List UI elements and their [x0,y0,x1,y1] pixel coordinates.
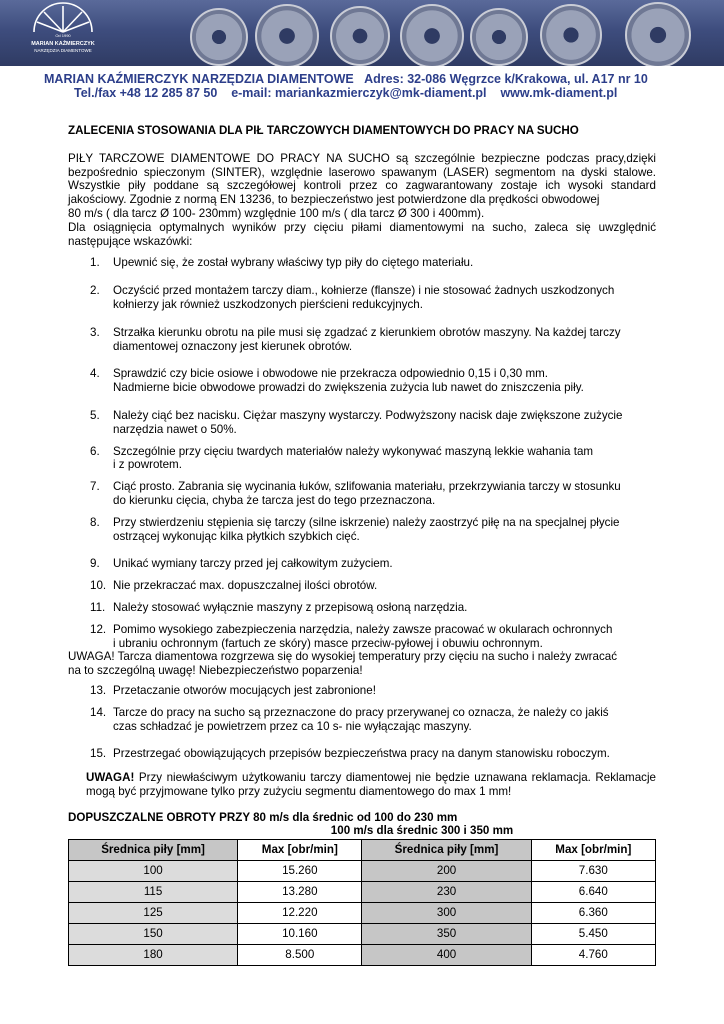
document-title: ZALECENIA STOSOWANIA DLA PIŁ TARCZOWYCH DIAMENTOWYCH DO PRACY NA SUCHO [68,124,579,137]
list-item: 11. Należy stosować wyłącznie maszyny z przepisową osłoną narzędzia. [90,600,468,614]
list-item: 4. Sprawdzić czy bicie osiowe i obwodowe nie przekracza odpowiednio 0,15 i 0,30 mm. Nadmierne bicie obwodowe prowadzi do zwiększenia zużycia lub nawet do zniszczenia piły. [90,367,584,395]
diamond-blade-image [400,4,464,66]
table-row: 100 15.260 200 7.630 [69,861,656,882]
list-item: 6. Szczególnie przy cięciu twardych materiałów należy wykonywać maszyną lekkie wahania tam i z powrotem. [90,444,594,472]
intro-guidance: Dla osiągnięcia optymalnych wyników przy cięciu piłami diamentowymi na sucho, zaleca się uwzględnić następujące wskazówki: [68,220,656,248]
complaint-warning: UWAGA! Przy niewłaściwym użytkowaniu tarczy diamentowej nie będzie uznawana reklamacja. Reklamacje mogą być przyjmowane tylko przy zużyciu segmentu diamentowego do max 1 mm! [86,771,656,798]
list-item: 3. Strzałka kierunku obrotu na pile musi się zgadzać z kierunkiem obrotów maszyny. Na każdej tarczy diamentowej oznaczony jest kierunek obrotów. [90,325,621,353]
contact-header-line [74,86,694,100]
list-item: 1. Upewnić się, że został wybrany właściwy typ piły do ciętego materiału. [90,256,474,270]
diamond-blade-image [190,8,248,66]
recommendations-list [68,256,656,650]
list-item: 8. Przy stwierdzeniu stępienia się tarczy (silne iskrzenie) należy zaostrzyć piłę na na specjalnej płycie ostrzącej wykonując kilka płytkich szybkich cięć. [90,515,620,543]
table-row: 125 12.220 300 6.360 [69,903,656,924]
diamond-blade-image [330,6,390,66]
table-row: 115 13.280 230 6.640 [69,882,656,903]
intro-paragraph: PIŁY TARCZOWE DIAMENTOWE DO PRACY NA SUCHO są szczególnie bezpieczne podczas pracy,dzięki bezpośrednio spieczonym (SINTER), względnie laserowo spawanym (LASER) segmentom na dyski stalowe. Wszystkie piły poddane są szczegółowej kontroli przez co zagwarantowany zostaje ich wysoki standard jakościowy. Zgodnie z normą EN 13236, to bezpieczeństwo jest potwierdzone dla prędkości obwodowej [68,151,656,207]
company-email[interactable]: e-mail: mariankazmierczyk@mk-diament.pl [231,86,487,100]
logo-since-text: Od 1990 [55,33,71,38]
rpm-section-subtitle: 100 m/s dla średnic 300 i 350 mm [330,824,514,838]
recommendations-list-continued [68,684,656,761]
table-row: 150 10.160 350 5.450 [69,924,656,945]
column-header: Max [obr/min] [531,840,655,861]
header-banner [0,0,724,66]
column-header: Średnica piły [mm] [362,840,531,861]
list-item: 2. Oczyścić przed montażem tarczy diam., kołnierze (flansze) i nie stosować żadnych uszkodzonych kołnierzy jak również uszkodzonych pierścieni redukcyjnych. [90,284,615,311]
list-item: 5. Należy ciąć bez nacisku. Ciężar maszyny wystarczy. Podwyższony nacisk daje zwiększone zużycie narzędzia nawet o 50%. [90,408,623,436]
table-header-row [69,840,656,861]
list-item: 10. Nie przekraczać max. dopuszczalnej ilości obrotów. [90,579,378,593]
document-body [68,124,656,966]
diamond-blade-image [470,8,528,66]
company-name: MARIAN KAŹMIERCZYK NARZĘDZIA DIAMENTOWE [44,72,354,86]
logo-name-text: MARIAN KAŹMIERCZYK [31,41,95,47]
list-item: 7. Ciąć prosto. Zabrania się wycinania łuków, szlifowania materiału, przekrzywiania tarczy w stosunku do kierunku cięcia, chyba że tarcza jest do tego przeznaczona. [90,480,621,507]
logo-sub-text: NARZĘDZIA DIAMENTOWE [34,48,92,53]
list-item: 12. Pomimo wysokiego zabezpieczenia narzędzia, należy zawsze pracować w okularach ochronnych i ubraniu ochronnym (fartuch ze skóry) masce przeciw-pyłowej i obuwiu ochronnym. [90,622,613,650]
rpm-table [68,839,656,966]
company-header-line [44,72,694,86]
list-item: 13. Przetaczanie otworów mocujących jest zabronione! [90,683,376,697]
company-website[interactable]: www.mk-diament.pl [500,86,618,100]
diamond-blade-image [255,4,319,66]
list-item: 9. Unikać wymiany tarczy przed jej całkowitym zużyciem. [90,557,393,571]
intro-speed-line: 80 m/s ( dla tarcz Ø 100- 230mm) względnie 100 m/s ( dla tarcz Ø 300 i 400mm). [68,206,485,220]
company-phone: Tel./fax +48 12 285 87 50 [74,86,218,100]
table-row: 180 8.500 400 4.760 [69,945,656,966]
company-address: Adres: 32-086 Węgrzce k/Krakowa, ul. A17 nr 10 [364,72,648,86]
list-item: 15. Przestrzegać obowiązujących przepisów bezpieczeństwa pracy na danym stanowisku roboczym. [90,747,610,761]
list-item: 14. Tarcze do pracy na sucho są przeznaczone do pracy przerywanej co oznacza, że należy co jakiś czas schładzać je powietrzem przez ca 10 s- nie wyłączając maszyny. [90,705,609,733]
column-header: Średnica piły [mm] [69,840,238,861]
burn-warning: UWAGA! Tarcza diamentowa rozgrzewa się do wysokiej temperatury przy cięciu na sucho i należy zwracać na to szczególną uwagę! Niebezpieczeństwo poparzenia! [68,650,617,678]
column-header: Max [obr/min] [238,840,362,861]
rpm-section-title: DOPUSZCZALNE OBROTY PRZY 80 m/s dla średnic od 100 do 230 mm [68,810,458,824]
diamond-blade-image [625,2,691,66]
diamond-blade-image [540,4,602,66]
